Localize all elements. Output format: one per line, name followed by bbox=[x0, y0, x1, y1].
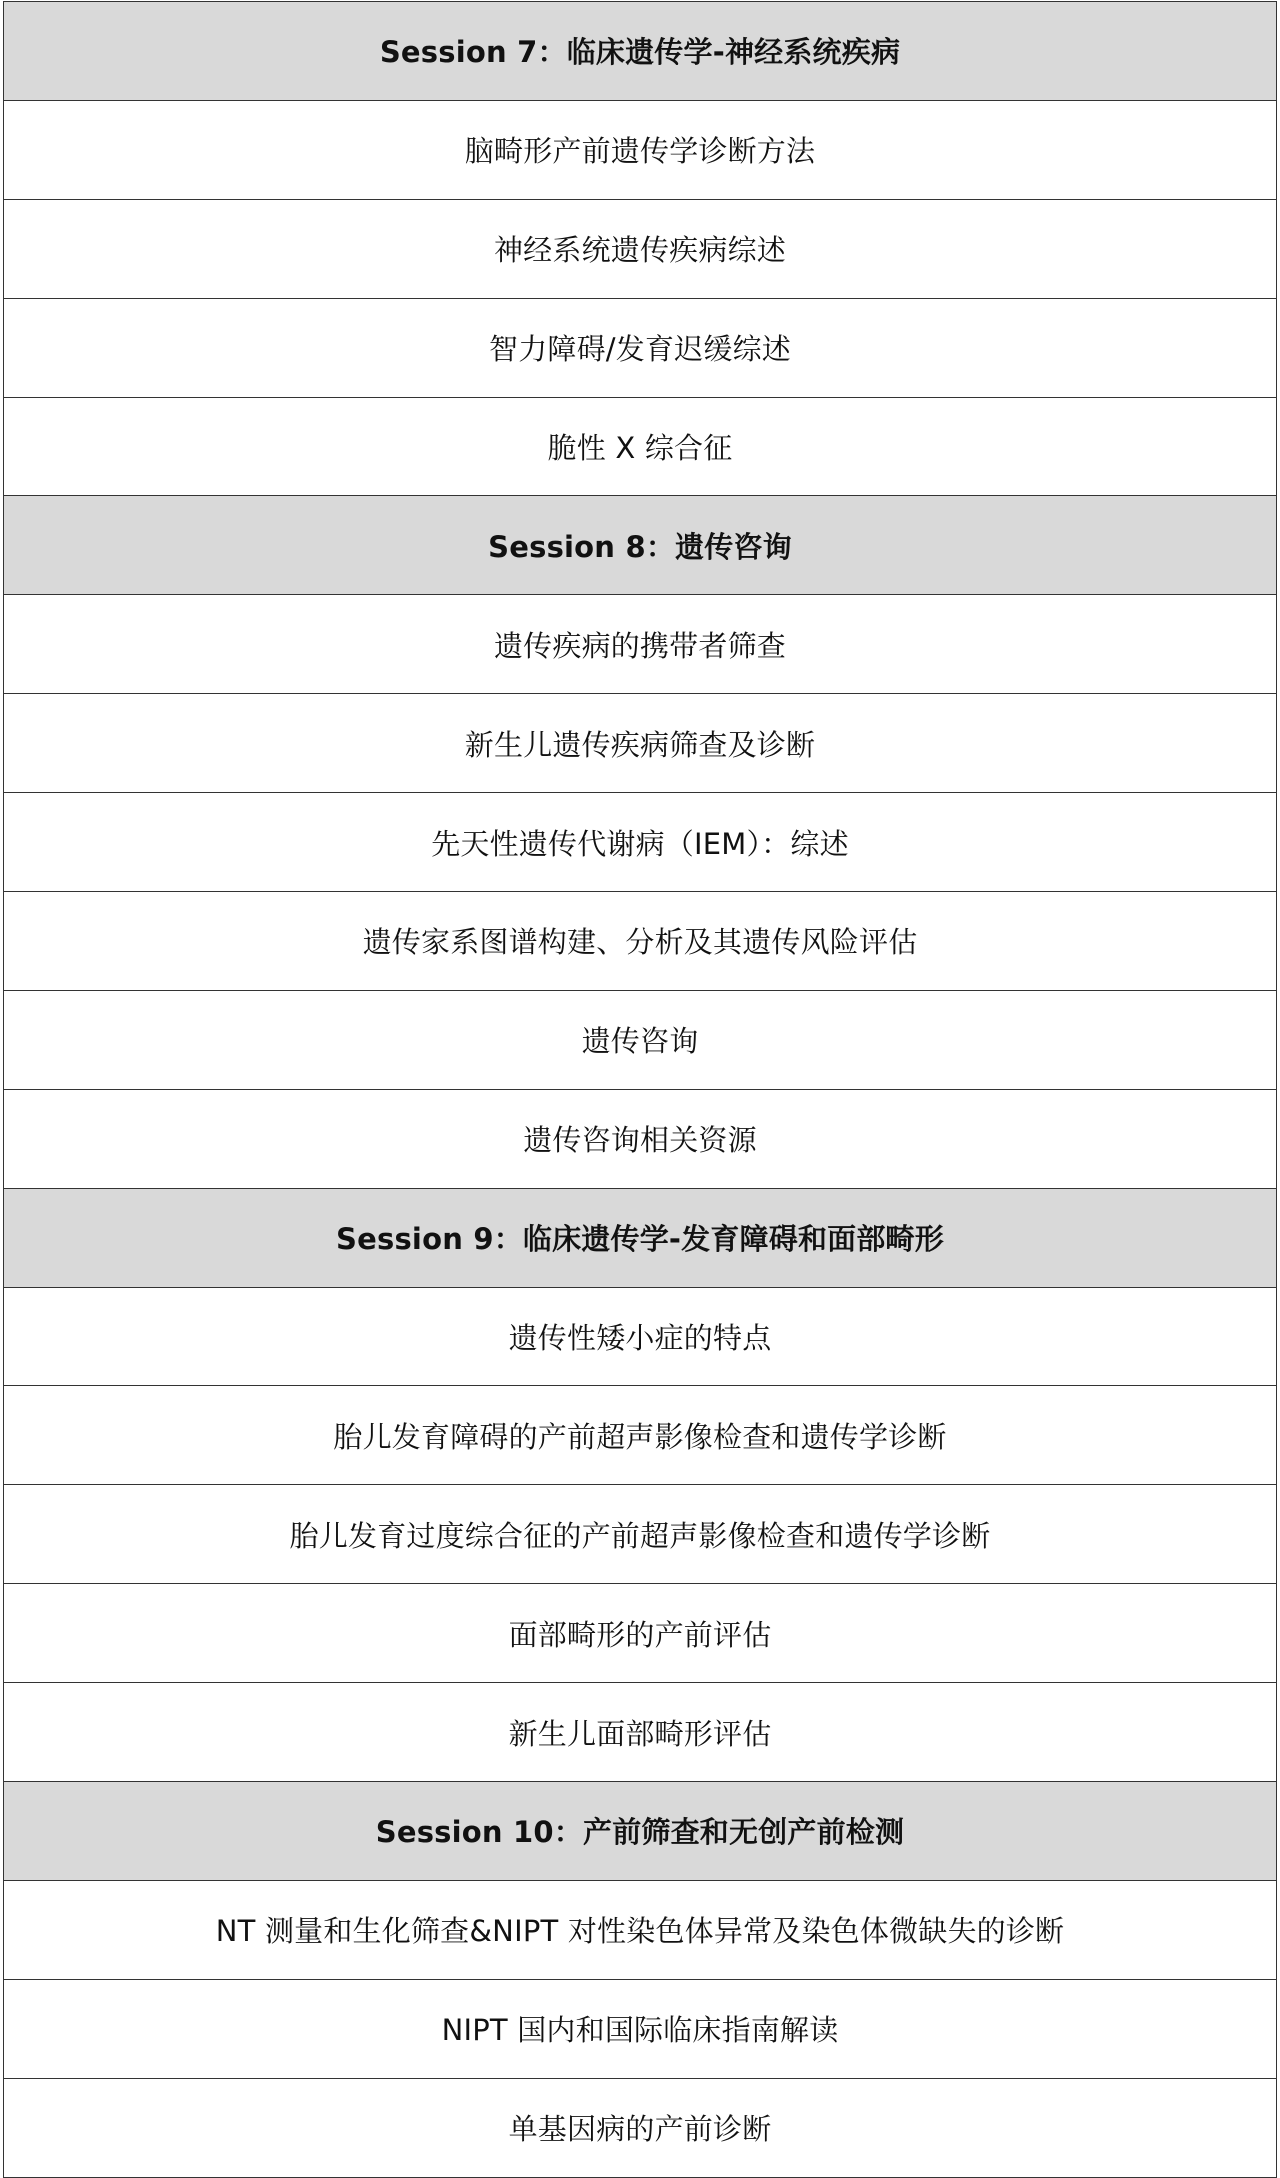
table-row: 新生儿遗传疾病筛查及诊断 bbox=[4, 694, 1276, 793]
table-row: 遗传性矮小症的特点 bbox=[4, 1288, 1276, 1387]
table-row: 遗传家系图谱构建、分析及其遗传风险评估 bbox=[4, 892, 1276, 991]
table-row: 遗传疾病的携带者筛查 bbox=[4, 595, 1276, 694]
session-header: Session 7：临床遗传学-神经系统疾病 bbox=[4, 2, 1276, 101]
table-row: 单基因病的产前诊断 bbox=[4, 2079, 1276, 2178]
session-header: Session 9：临床遗传学-发育障碍和面部畸形 bbox=[4, 1189, 1276, 1288]
table-row: NIPT 国内和国际临床指南解读 bbox=[4, 1980, 1276, 2079]
table-row: 脆性 X 综合征 bbox=[4, 398, 1276, 497]
session-header: Session 10：产前筛查和无创产前检测 bbox=[4, 1782, 1276, 1881]
table-row: 遗传咨询相关资源 bbox=[4, 1090, 1276, 1189]
table-row: 胎儿发育障碍的产前超声影像检查和遗传学诊断 bbox=[4, 1386, 1276, 1485]
table-row: NT 测量和生化筛查&NIPT 对性染色体异常及染色体微缺失的诊断 bbox=[4, 1881, 1276, 1980]
table-row: 先天性遗传代谢病（IEM）：综述 bbox=[4, 793, 1276, 892]
table-row: 面部畸形的产前评估 bbox=[4, 1584, 1276, 1683]
table-row: 神经系统遗传疾病综述 bbox=[4, 200, 1276, 299]
course-schedule-table bbox=[3, 1, 1277, 2178]
table-row: 脑畸形产前遗传学诊断方法 bbox=[4, 101, 1276, 200]
session-header: Session 8：遗传咨询 bbox=[4, 496, 1276, 595]
table-row: 智力障碍/发育迟缓综述 bbox=[4, 299, 1276, 398]
table-row: 新生儿面部畸形评估 bbox=[4, 1683, 1276, 1782]
table-row: 遗传咨询 bbox=[4, 991, 1276, 1090]
table-row: 胎儿发育过度综合征的产前超声影像检查和遗传学诊断 bbox=[4, 1485, 1276, 1584]
